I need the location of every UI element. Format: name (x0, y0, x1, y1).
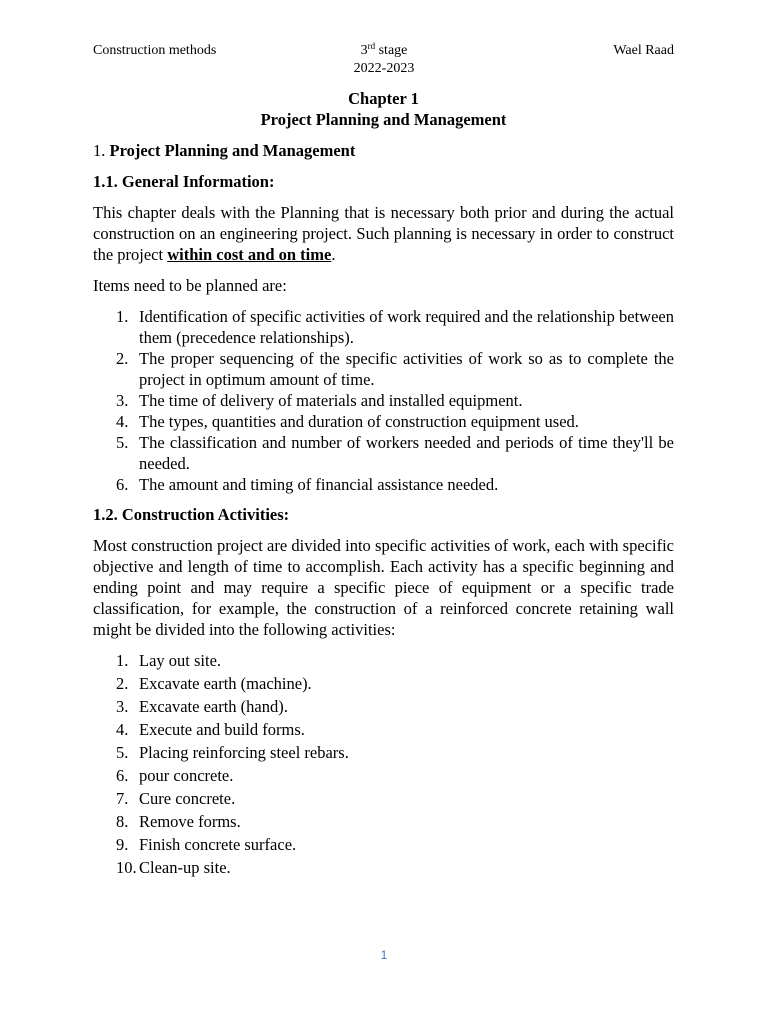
list-item-number: 9. (116, 835, 129, 854)
list-item (93, 650, 674, 671)
list-item-text: Placing reinforcing steel rebars. (139, 743, 349, 762)
section-1-1-heading: 1.1. General Information: (93, 172, 275, 191)
list-item (93, 306, 674, 348)
list-item (93, 765, 674, 786)
list-item-number: 7. (116, 789, 129, 808)
list-item-text: Finish concrete surface. (139, 835, 297, 854)
header-stage-number: 3 (360, 43, 368, 58)
list-item-number: 3. (116, 697, 129, 716)
list-item-number: 4. (116, 412, 129, 431)
list-item-number: 1. (116, 307, 129, 326)
list-item-number: 3. (116, 391, 129, 410)
header-stage-suffix: rd (367, 41, 376, 51)
list-item-text: The classification and number of workers needed and periods of time they'll be needed. (139, 433, 674, 473)
general-info-paragraph (93, 202, 674, 265)
list-item (93, 474, 674, 495)
planning-items-list (93, 306, 674, 495)
list-item-text: Identification of specific activities of work required and the relationship between them (precedence relationships). (139, 307, 674, 347)
list-item (93, 834, 674, 855)
construction-activities-paragraph: Most construction project are divided into specific activities of work, each with specific objective and length of time to accomplish. Each activity has a specific beginning and ending point and may require a specific piece of equipment or a specific trade classification, for example, the construction of a reinforced concrete retaining wall might be divided into the following activities: (93, 536, 674, 639)
list-item (93, 696, 674, 717)
list-item-number: 1. (116, 651, 129, 670)
emphasis-cost-time: within cost and on time (167, 245, 332, 264)
header-year: 2022-2023 (353, 61, 415, 76)
list-item (93, 811, 674, 832)
list-item (93, 673, 674, 694)
list-item-text: Excavate earth (machine). (139, 674, 312, 693)
list-item (93, 348, 674, 390)
list-item (93, 390, 674, 411)
list-item-text: Lay out site. (139, 651, 222, 670)
list-item (93, 719, 674, 740)
items-intro: Items need to be planned are: (93, 276, 287, 295)
general-info-end: . (331, 245, 336, 264)
general-info-text: This chapter deals with the Planning that is necessary both prior and during the actual construction on an engineering project. Such planning is necessary in order to construct the project (93, 203, 674, 264)
section-1-title: Project Planning and Management (109, 141, 356, 160)
chapter-subtitle: Project Planning and Management (260, 110, 507, 129)
list-item-text: The amount and timing of financial assistance needed. (139, 475, 499, 494)
list-item-number: 2. (116, 674, 129, 693)
list-item-text: Excavate earth (hand). (139, 697, 288, 716)
list-item-number: 2. (116, 349, 129, 368)
list-item-number: 5. (116, 743, 129, 762)
list-item (93, 411, 674, 432)
list-item-number: 6. (116, 475, 129, 494)
list-item-number: 6. (116, 766, 129, 785)
list-item-text: The types, quantities and duration of construction equipment used. (139, 412, 579, 431)
list-item-number: 4. (116, 720, 129, 739)
chapter-title: Chapter 1 (348, 89, 419, 108)
header-author: Wael Raad (613, 43, 674, 58)
list-item-number: 8. (116, 812, 129, 831)
section-1-number: 1. (93, 141, 110, 160)
list-item-text: Execute and build forms. (139, 720, 305, 739)
activities-list (93, 650, 674, 878)
section-1-2-heading: 1.2. Construction Activities: (93, 505, 290, 524)
page-content (93, 88, 674, 887)
list-item-number: 10. (116, 858, 137, 877)
list-item (93, 742, 674, 763)
list-item-text: Cure concrete. (139, 789, 236, 808)
list-item (93, 432, 674, 474)
list-item-text: pour concrete. (139, 766, 234, 785)
section-1-heading (93, 140, 674, 161)
list-item-text: Remove forms. (139, 812, 241, 831)
header-stage-word: stage (375, 43, 408, 58)
page-number: 1 (380, 948, 388, 962)
list-item-number: 5. (116, 433, 129, 452)
list-item-text: The proper sequencing of the specific activities of work so as to complete the project in optimum amount of time. (139, 349, 674, 389)
list-item-text: The time of delivery of materials and installed equipment. (139, 391, 523, 410)
list-item (93, 788, 674, 809)
list-item (93, 857, 674, 878)
header-course: Construction methods (93, 43, 217, 58)
list-item-text: Clean-up site. (139, 858, 231, 877)
